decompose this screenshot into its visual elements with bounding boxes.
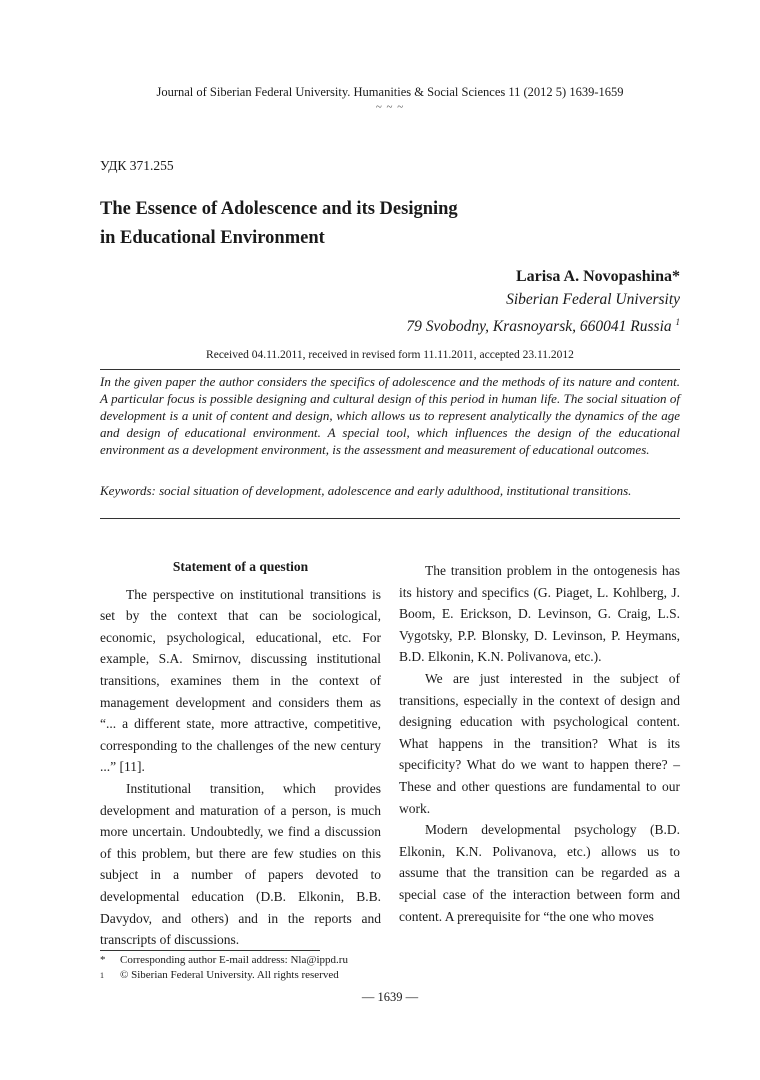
keywords: Keywords: social situation of development, adolescence and early adulthood, institutional transitions.	[100, 483, 632, 498]
right-paragraph-2: We are just interested in the subject of transitions, especially in the context of design and designing education with psychological content. What happens in the transition? What is its specificity? What do we want to happen there? – These and other questions are fundamental to our work.	[399, 670, 680, 816]
paper-title	[100, 195, 620, 253]
received-dates: Received 04.11.2011, received in revised form 11.11.2011, accepted 23.11.2012	[206, 349, 574, 361]
footnote-rule	[100, 950, 320, 951]
udk-code: УДК 371.255	[100, 158, 174, 173]
title-line-1: The Essence of Adolescence and its Designing	[100, 199, 458, 219]
footnote-text: © Siberian Federal University. All rights reserved	[120, 969, 339, 981]
footnote-mark: *	[100, 954, 106, 966]
footnote	[100, 953, 348, 968]
footnote	[100, 968, 348, 983]
right-paragraph-3: Modern developmental psychology (B.D. Elkonin, K.N. Polivanova, etc.) allows us to assume that the transition can be regarded as a special case of the interaction between form and content. A prerequisite for “the one who moves	[399, 822, 680, 924]
journal-header: Journal of Siberian Federal University. Humanities & Social Sciences 11 (2012 5) 1639-1659	[156, 85, 624, 99]
left-paragraph-1: The perspective on institutional transitions is set by the context that can be sociological, economic, psychological, educational, etc. For example, S.A. Smirnov, discussing institutional transitions, examines them in the context of management development and considers them as “... a different state, more attractive, competitive, corresponding to the challenges of the new century ...” [11].	[100, 586, 381, 775]
footnote-mark: 1	[100, 971, 104, 980]
footnotes	[100, 953, 348, 983]
abstract-bottom-rule	[100, 518, 680, 519]
page-number: — 1639 —	[361, 990, 419, 1004]
author-name: Larisa A. Novopashina*	[515, 268, 680, 285]
header-ornament: ~ ~ ~	[375, 101, 405, 113]
author-block	[406, 265, 680, 338]
address-footnote-mark: 1	[675, 317, 680, 327]
address-text: 79 Svobodny, Krasnoyarsk, 660041 Russia	[406, 318, 672, 336]
footnote-text: Corresponding author E-mail address: Nla@ippd.ru	[120, 954, 348, 966]
right-column	[399, 560, 680, 927]
author-affiliation: Siberian Federal University	[506, 291, 680, 308]
title-line-2: in Educational Environment	[100, 228, 325, 248]
right-paragraph-1: The transition problem in the ontogenesis has its history and specifics (G. Piaget, L. Kohlberg, J. Boom, E. Erickson, D. Levinson, G. Craig, L.S. Vygotsky, P.P. Blonsky, D. Levinson, P. Heymans, B.D. Elkonin, K.N. Polivanova, etc.).	[399, 563, 680, 665]
left-column	[100, 556, 381, 951]
section-heading: Statement of a question	[172, 559, 309, 574]
abstract-top-rule	[100, 369, 680, 370]
abstract: In the given paper the author considers the specifics of adolescence and the methods of its nature and content. A particular focus is possible designing and cultural design of this period in human life. The social situation of development is a unit of content and design, which allows us to represent analytically the dynamics of the age and design of educational environment. A special tool, which influences the design of the educational environment as a development environment, is the assessment and measurement of educational outcomes.	[100, 374, 680, 457]
left-paragraph-2: Institutional transition, which provides development and maturation of a person, is much more uncertain. Undoubtedly, we find a discussion of this problem, but there are few studies on this subject in a number of papers devoted to developmental education (D.B. Elkonin, B.B. Davydov, and others) and in the reports and transcripts of discussions.	[100, 780, 381, 948]
author-address	[406, 311, 680, 338]
